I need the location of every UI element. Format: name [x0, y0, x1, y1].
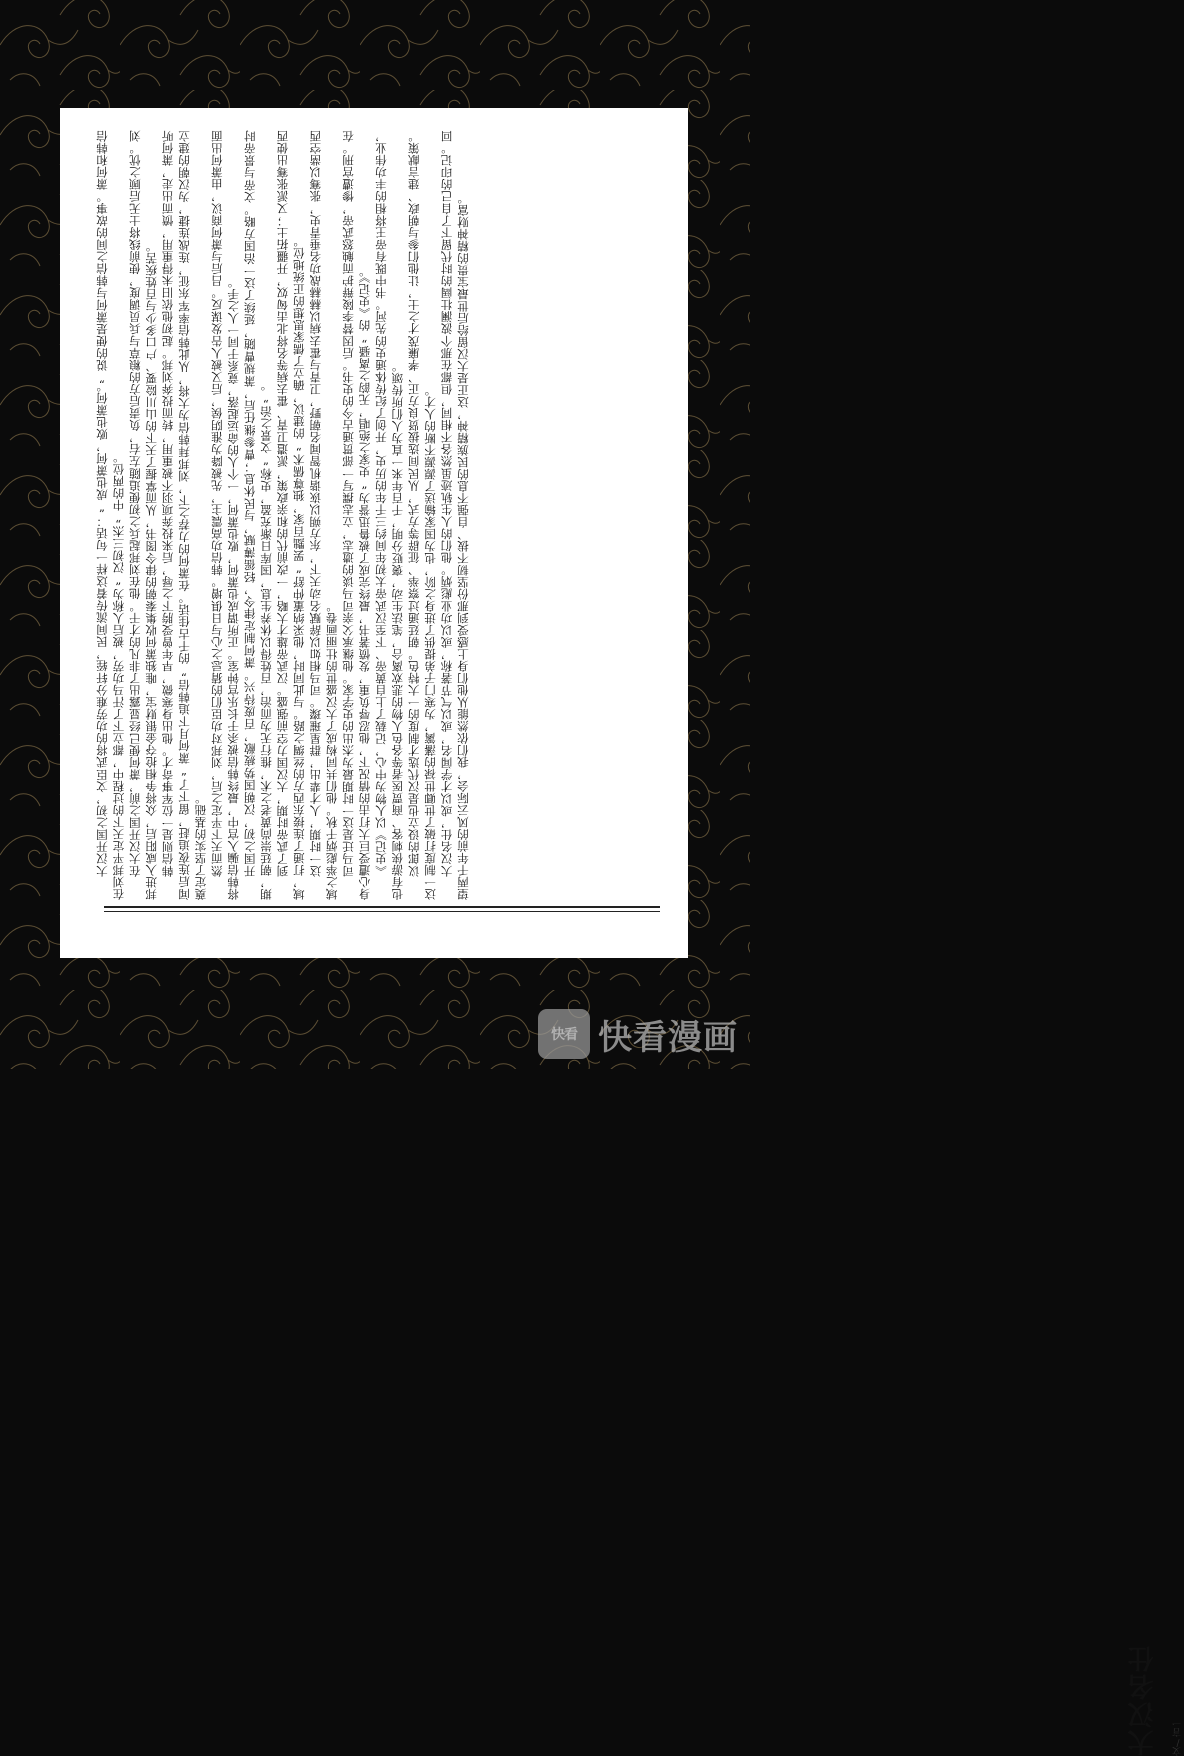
paragraph: 开国之初，汉朝国势疲敝，百废待兴。萧何制定律令，轻徭薄赋，与民休息；曹参继任后，萧规曹随，延续了这一治国方略。文帝与景帝时期，朝廷崇尚黄老之术，推行无为而治，百姓得以休养生息，国库日渐充盈，史称“文景之治”。	[242, 130, 274, 900]
paragraph: 这一时期，人才辈出，群星璀璨。司马相如以辞赋名动天下，东方朔以诙谐机智闻名朝野，卫青与霍去病以赫赫战功名垂青史，张骞以凿空西域之举彪炳千秋。他们共同构成了大汉盛世的壮丽画卷。	[308, 130, 339, 900]
paragraph: 大汉开国之初，文臣武将的功劳难分轩轾，民间流传着这样一句话：“成也萧何，败也萧何。”说的便是萧何与韩信之间的故事。萧何和韩信在刘邦平定天下的过程中，都立下了汗马功劳，被后人称为“汉初三杰”中的两位。	[95, 130, 126, 900]
watermark-logo-icon: 快看	[538, 1009, 590, 1059]
watermark-text: 快看漫画	[598, 1017, 738, 1058]
paragraph: 《史记》以人物为中心，记载了上自黄帝、下至汉武帝太初年间约三千年的历史，开创了纪传体通史的先河。书中既有帝王将相的丰功伟业，也有游侠刺客、商贾医者等各色人物的悲欢离合，笔法生动，褒贬分明，千百年来一直为人们所传颂。	[373, 130, 405, 900]
article-body	[94, 130, 654, 900]
title-divider-thin	[104, 911, 660, 912]
paragraph: 议郎的设立也是汉代选才制度的一大特色。朝廷通过察举、征辟等方式，从民间选拔贤良方正、孝廉茂才之士，让他们参与朝政、建言献策。这一制度打破了世卿世禄的藩篱，为寒门子弟提供了进身之阶，也为国家输送了源源不断的人才。	[406, 130, 438, 900]
article-title: 大汉名仕	[1128, 1644, 1158, 1756]
paragraph: 司马迁是这一时期最为杰出的史学家。他继承父亲司马谈的遗志，立志撰写一部贯通古今的史书。后因替李陵辩护而触怒武帝，惨遭宫刑。在身心遭受巨大打击的情况下，他忍辱负重，发愤著书，最终完成了被鲁迅誉为“史家之绝唱，无韵之离骚”的《史记》。	[341, 130, 372, 900]
paragraph: 在大汉开国之前，萧何便已经显露出了非凡的才干。他在刘邦起兵之初便追随左右，负责后方的粮草与兵员调度，使前线将士无后顾之忧。刘邦进入咸阳后，众将争相抢夺金银财宝，唯独萧何收集秦朝的律令图书，从而掌握了天下的山川险要、户口多少与百姓疾苦。	[127, 130, 159, 900]
paragraph: 到了武帝时期，大汉国力空前强盛。汉武帝雄才大略，一改前代的和亲政策，派遣卫青、霍去病等名将北击匈奴，开疆拓土；又派张骞出使西域，打通了连接东西方的丝绸之路。与此同时，他采纳董仲舒“罢黜百家，独尊儒术”的建议，确立了儒家思想的正统地位。	[275, 130, 306, 900]
article-author: 文/言一	[1173, 1719, 1183, 1756]
paragraph: 大汉名仕，或以才学闻名，或以气节著称，或以功业彪炳。他们的人生轨迹虽然各不相同，但都在那个波澜壮阔的时代留下了自己的印记。回望两千年前的风云际会，我们依然能从他们身上感受到那份坚韧不拔、自强不息的民族精神，这正是大汉留给后世最宝贵的精神财富。	[439, 130, 470, 900]
title-divider	[104, 906, 660, 908]
paragraph: 然而天下平定之后，刘邦对功臣们的猜忌之心与日俱增。韩信功高震主，先被降为淮阴侯，后又被人告发谋反。吕后与萧何商议，由萧何出面将韩信骗入宫中，最终韩信被杀于长乐宫钟室。正所谓成也萧何，败也萧何，一个人的命运起落，竟系于同一人之手。	[209, 130, 241, 900]
paragraph: 韩信则是一位军事奇才。他出身寒微，早年曾受胯下之辱，后来投奔项羽不被重用，转而投奔刘邦。起初他依旧未得重用，愤而出走，萧何听闻后连夜追赶，留下了“萧何月下追韩信”的千古佳话。在萧何的力荐之下，刘邦拜韩信为大将，从此韩信率军东征，连战连捷，为汉朝的建立奠定了坚实的基础。	[160, 130, 208, 900]
watermark	[538, 1004, 750, 1064]
